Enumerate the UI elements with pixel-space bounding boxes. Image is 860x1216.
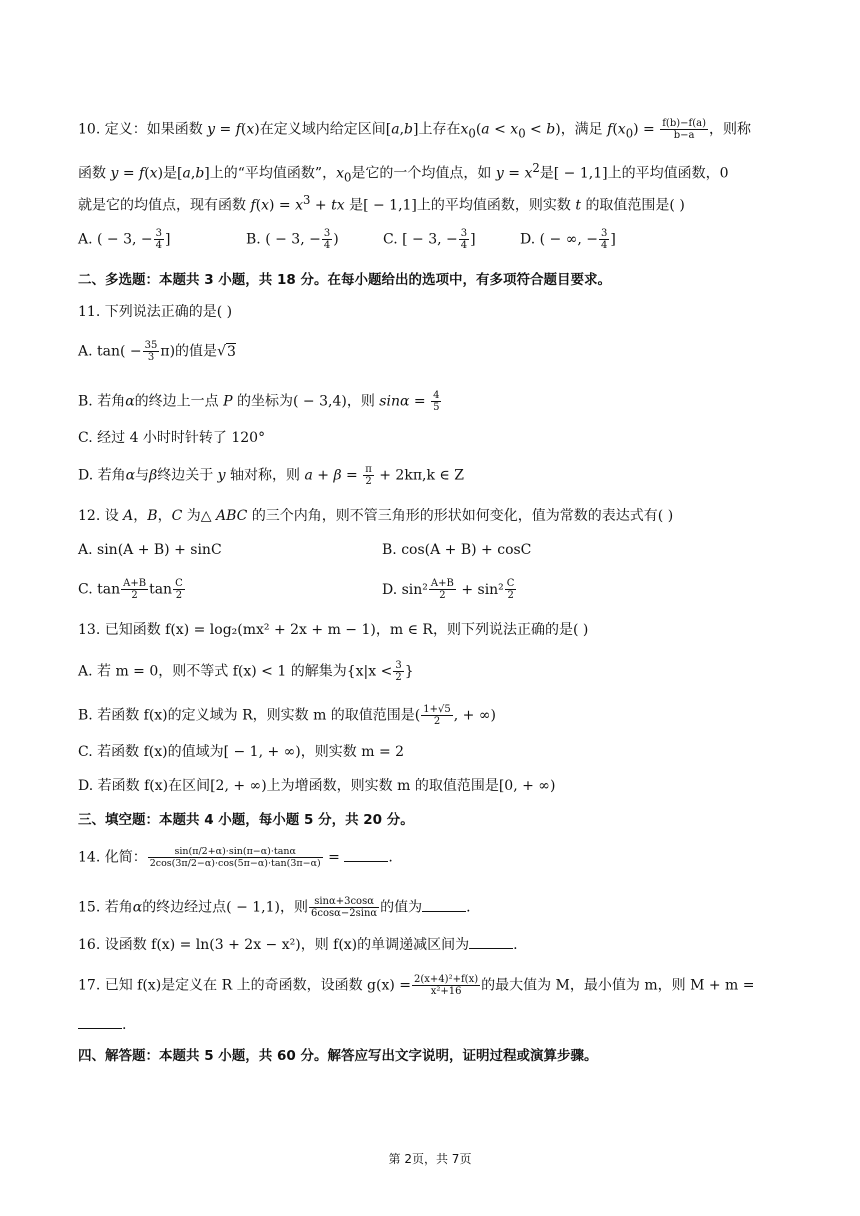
- q13-option-a[interactable]: A. 若 m = 0，则不等式 f(x) < 1 的解集为{x|x < $\frac{3}{2}$ }: [78, 660, 414, 683]
- q12-option-b[interactable]: B. cos(A + B) + cosC: [382, 542, 532, 558]
- q16: 16. 设函数 f(x) = ln(3 + 2x − x²)，则 f(x)的单调递减区间为 .: [78, 934, 518, 955]
- q14: 14. 化简： $\frac{\sin(\pi/2+\alpha)\cdot\sin(\pi-\alpha)\cdot\tan\alpha}{2\cos(3\pi/2-\alpha)\cdot\cos(5\pi-\alpha)\cdot\tan(3\pi-\alpha)}$ = .: [78, 846, 393, 869]
- section-2-heading: 二、多选题：本题共 3 小题，共 18 分。在每小题给出的选项中，有多项符合题目要求。: [78, 272, 611, 288]
- q10-option-a[interactable]: A. ( − 3, − $\frac{3}{4}$ ]: [78, 228, 171, 251]
- page-footer: 第 2页，共 7页: [388, 1152, 472, 1166]
- q11-option-b[interactable]: B. 若角α的终边上一点 P 的坐标为( − 3,4)，则 sinα = $\frac{4}{5}$: [78, 390, 440, 413]
- section-4-heading: 四、解答题：本题共 5 小题，共 60 分。解答应写出文字说明，证明过程或演算步骤。: [78, 1048, 598, 1064]
- q12-row1: [78, 540, 531, 560]
- q11-option-a[interactable]: A. tan( − $\frac{35}{3}$ π)的值是√3: [78, 340, 236, 363]
- q10-line3: 就是它的均值点，现有函数 $f(x) = x^3$ + tx 是[ − 1,1]上的平均值函数，则实数 t 的取值范围是( ): [78, 193, 685, 214]
- q10-options: [78, 228, 616, 251]
- q15: 15. 若角α的终边经过点( − 1,1)，则 $\frac{\sin\alpha+3\cos\alpha}{6\cos\alpha-2\sin\alpha}$ 的值为 .: [78, 896, 471, 919]
- q17-line2: .: [78, 1014, 126, 1035]
- q17-answer-blank[interactable]: [78, 1014, 122, 1029]
- q13-option-b[interactable]: B. 若函数 f(x)的定义域为 R，则实数 m 的取值范围是( $\frac{1+√5}{2}$ , + ∞): [78, 704, 496, 727]
- q12-option-a[interactable]: A. sin(A + B) + sinC: [78, 542, 222, 558]
- q10-option-d[interactable]: D. ( − ∞, − $\frac{3}{4}$ ]: [520, 228, 616, 251]
- q11-option-c[interactable]: C. 经过 4 小时时针转了 120°: [78, 430, 266, 446]
- q12-row2: [78, 578, 517, 601]
- q10-fraction: $\frac{f(b)-f(a)}{b-a}$: [662, 118, 706, 141]
- q15-answer-blank[interactable]: [422, 897, 466, 912]
- q13-option-d[interactable]: D. 若函数 f(x)在区间[2, + ∞)上为增函数，则实数 m 的取值范围是[0, + ∞): [78, 778, 556, 794]
- q11-stem: 11. 下列说法正确的是( ): [78, 304, 233, 320]
- q12-option-c[interactable]: C. tan $\frac{A+B}{2}$ tan $\frac{C}{2}$: [78, 578, 183, 601]
- q10-option-b[interactable]: B. ( − 3, − $\frac{3}{4}$ ): [246, 228, 339, 251]
- section-3-heading: 三、填空题：本题共 4 小题，每小题 5 分，共 20 分。: [78, 812, 414, 828]
- q10-option-c[interactable]: C. [ − 3, − $\frac{3}{4}$ ]: [383, 228, 476, 251]
- q13-option-c[interactable]: C. 若函数 f(x)的值域为[ − 1, + ∞)，则实数 m = 2: [78, 744, 405, 760]
- q17-line1: 17. 已知 f(x)是定义在 R 上的奇函数，设函数 g(x) = $\frac{\text{2(x+4)²+f(x)}}{\text{x²+16}}$ 的最大值为 M，最小值为 m，则 M + m =: [78, 974, 755, 997]
- q13-stem: 13. 已知函数 f(x) = log₂(mx² + 2x + m − 1)，m ∈ R，则下列说法正确的是( ): [78, 622, 589, 638]
- q10-line2: 函数 y = f(x)是[a,b]上的“平均值函数”，$x_0$是它的一个均值点，如 $y = x^2$是[ − 1,1]上的平均值函数，0: [78, 161, 729, 185]
- q10-line1: 10. 定义：如果函数 y = f(x)在定义域内给定区间[a,b]上存在$x_0(a < x_0 < b)$，满足 $f(x_0)$ = $\frac{f(b)-f(a)}{b-a}$ ，则称: [78, 118, 751, 141]
- q16-answer-blank[interactable]: [469, 934, 513, 949]
- q12-option-d[interactable]: D. sin² $\frac{A+B}{2}$ + sin² $\frac{C}{2}$: [382, 578, 515, 601]
- q11-option-d[interactable]: D. 若角α与β终边关于 y 轴对称，则 a + β = $\frac{\pi}{2}$ + 2kπ,k ∈ Z: [78, 464, 464, 487]
- q12-stem: 12. 设 A，B，C 为△ ABC 的三个内角，则不管三角形的形状如何变化，值为常数的表达式有( ): [78, 508, 674, 524]
- q14-answer-blank[interactable]: [344, 847, 388, 862]
